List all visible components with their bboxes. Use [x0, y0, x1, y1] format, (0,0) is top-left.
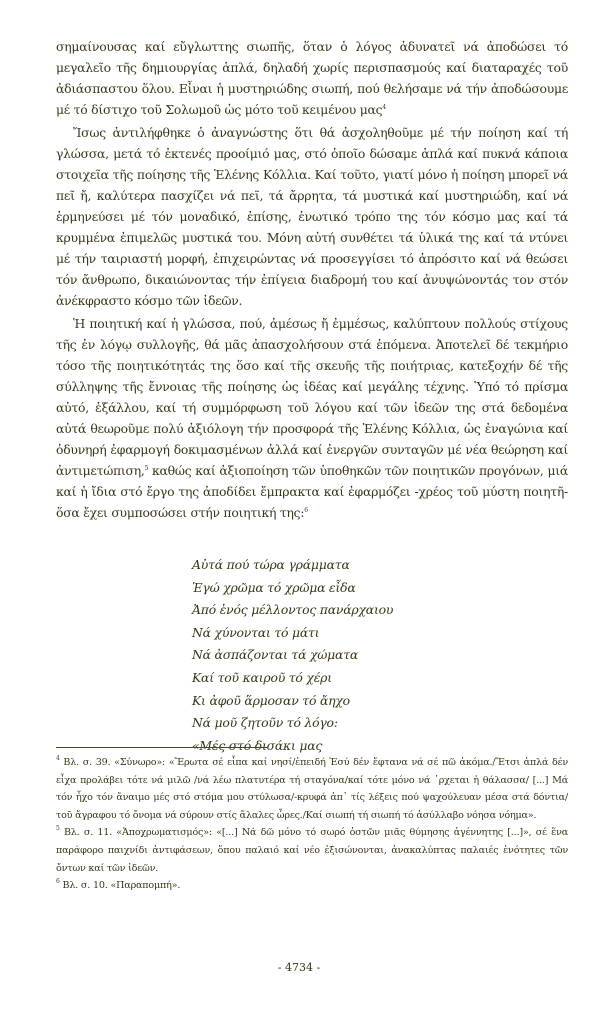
footnotes: [56, 754, 568, 895]
page-number: - 4734 -: [277, 961, 321, 974]
footnote-6: [56, 877, 568, 895]
paragraph-text: Ἡ ποιητική καί ἡ γλώσσα, πού, ἀμέσως ἤ ἐμμέσως, καλύπτουν πολλούς στίχους τῆς ἐν λόγῳ συλλογῆς, θά μᾶς ἀπασχολήσουν στά ἑπόμενα. Ἀποτελεῖ δέ τεκμήριο τόσο τῆς ποιητικότητάς της ὅσο καί τῆς σκευῆς τῆς ποιήτριας, κατεξοχήν δέ τῆς σύλληψης τῆς ἔννοιας τῆς ποίησης ὡς ἰδέας καί μεγάλης τέχνης. Ὑπό τό πρίσμα αὐτό, ἐξάλλου, καί τή συμμόρφωση τοῦ λόγου καί τῶν ἰδεῶν της στά δεδομένα αὐτά θεωροῦμε πολύ ἀξιόλογη τήν προσφορά τῆς Ἑλένης Κόλλια, ὡς ἐναγώνια καί ὀδυνηρή ἐφαρμογή δοκιμασμένων ἀλλά καί ἐνεργῶν συνταγῶν μέ νέα θεώρηση καί ἀντιμετώπιση,: [56, 316, 568, 478]
footnote-reference: 4: [382, 104, 386, 111]
paragraph-3: [56, 313, 568, 523]
verse-line: Καί τοῦ καιροῦ τό χέρι: [192, 669, 332, 685]
footnote-text: Βλ. σ. 11. «Ἀποχρωματισμός»: «[...] Νά δῶ μόνο τό σωρό ὀστῶν μιᾶς θύμησης ἀγέννητης [...]», σέ ἕνα παράφορο παιχνίδι ἀντιφάσεων, ὅπου παλαιό καί νέο ἐξισώνονται, ἀνακαλύπτας παλαιές ἑνότητες τῶν ὄντων καί τῶν ἰδεῶν.: [56, 827, 568, 874]
footnote-number: 4: [56, 755, 60, 762]
paragraph-text: καθώς καί ἀξιοποίηση τῶν ὑποθηκῶν τῶν ποιητικῶν προγόνων, μιά καί ἡ ἴδια στό ἔργο της ἀποδίδει ἔμπρακτα καί ἐφαρμόζει -χρέος τοῦ μύστη ποιητῆ- ὅσα ἔχει συμποσώσει στήν ποιητική της:: [56, 463, 568, 520]
footnote-number: 5: [56, 825, 60, 833]
verse-line: Κι ἀφοῦ ἅρμοσαν τό ἄηχο: [192, 692, 350, 708]
paragraph-text: σημαίνουσας καί εὔγλωττης σιωπῆς, ὅταν ὁ λόγος ἀδυνατεῖ νά ἀποδώσει τό μεγαλεῖο τῆς δημιουργίας ἁπλά, δηλαδή χωρίς περισπασμούς καί διαταραχές τοῦ ἀδιάσπαστου ὅλου. Εἶναι ἡ μυστηριώδης σιωπή, πού θελήσαμε νά τήν ἀποδώσουμε μέ τό δίστιχο τοῦ Σολωμοῦ ὡς μότο τοῦ κειμένου μας: [56, 39, 568, 117]
poem-quotation: [192, 554, 393, 757]
footnote-reference: 6: [304, 507, 308, 514]
footnote-4: [56, 754, 568, 824]
main-text: [56, 36, 568, 523]
footnote-reference: 5: [144, 465, 149, 472]
verse-line: Ἀπό ἑνός μέλλοντος πανάρχαιου: [192, 602, 394, 618]
verse-line: Νά μοῦ ζητοῦν τό λόγο:: [192, 715, 338, 731]
footnote-5: [56, 824, 568, 877]
verse-line: Ἐγώ χρῶμα τό χρῶμα εἶδα: [192, 579, 356, 595]
paragraph-2: [56, 122, 568, 311]
footnote-text: Βλ. σ. 39. «Σύνωρο»: «Ἔρωτα σέ εἶπα καί νησί/ἐπειδή Ἐσύ δέν ἔφτανα νά σέ πῶ ἀκόμα./Ἔτσι ἁπλά δέν εἶχα προλάβει τότε νά μιλῶ /νά λέω πλατυτέρα τή σταγόνα/καί τότε μόνο νά ᾽ρχεται ἡ θάλασσα/ [...] Μά τόν ἦχο τόν ἄναιμο μές στό στόμα μου στύλωσα/-κρυφά ἀπ᾽ τίς λέξεις πού ψαχούλευαν μέσα στά δόντια/τοῦ ἄγραφου τό ὄνομα νά σύρουν στίς ἄλαλες ὧρες./Καί σιωπή τή σιωπή τό ἀσύλλαβο νόησα νόημα».: [56, 757, 568, 821]
paragraph-text: Ἴσως ἀντιλήφθηκε ὁ ἀναγνώστης ὅτι θά ἀσχοληθοῦμε μέ τήν ποίηση καί τή γλώσσα, μετά τό ἐκτενές προοίμιό μας, στό ὁποῖο δώσαμε ἁπλά καί πυκνά κάποια στοιχεῖα τῆς ποίησης τῆς Ἑλένης Κόλλια. Καί τοῦτο, γιατί μόνο ἡ ποίηση μπορεῖ νά πεῖ ἤ, καλύτερα πασχίζει νά πεῖ, τά ἄρρητα, τά μυστικά καί μυστηριώδη, καί νά ἑρμηνεύσει μέ τόν μοναδικό, ἐπίσης, ἑνωτικό τρόπο της τόν κόσμο μας καί τά κρυμμένα ἐπιμελῶς μυστικά του. Μόνη αὐτή συνθέτει τά ὑλικά της καί τά ντύνει μέ τήν ταιριαστή μορφή, ἐπιχειρώντας νά προσεγγίσει τό ἀπρόσιτο καί νά θεώσει τόν ἄνθρωπο, δικαιώνοντας τήν ἐπίγεια διαδρομή του καί ἀνυψώνοντάς τον στόν ἀνέκφραστο κόσμο τῶν ἰδεῶν.: [56, 125, 568, 308]
paragraph-1: [56, 36, 568, 120]
verse-line: «Μές στό δισάκι μας: [192, 737, 323, 753]
footnote-number: 6: [56, 878, 60, 886]
footnote-separator: [56, 747, 267, 748]
verse-line: Αὐτά πού τώρα γράμματα: [192, 557, 350, 572]
footnote-text: Βλ. σ. 10. «Παραπομπή».: [62, 880, 181, 892]
verse-line: Νά ἀσπάζονται τά χώματα: [192, 647, 359, 663]
verse-line: Νά χύνονται τό μάτι: [192, 624, 320, 640]
